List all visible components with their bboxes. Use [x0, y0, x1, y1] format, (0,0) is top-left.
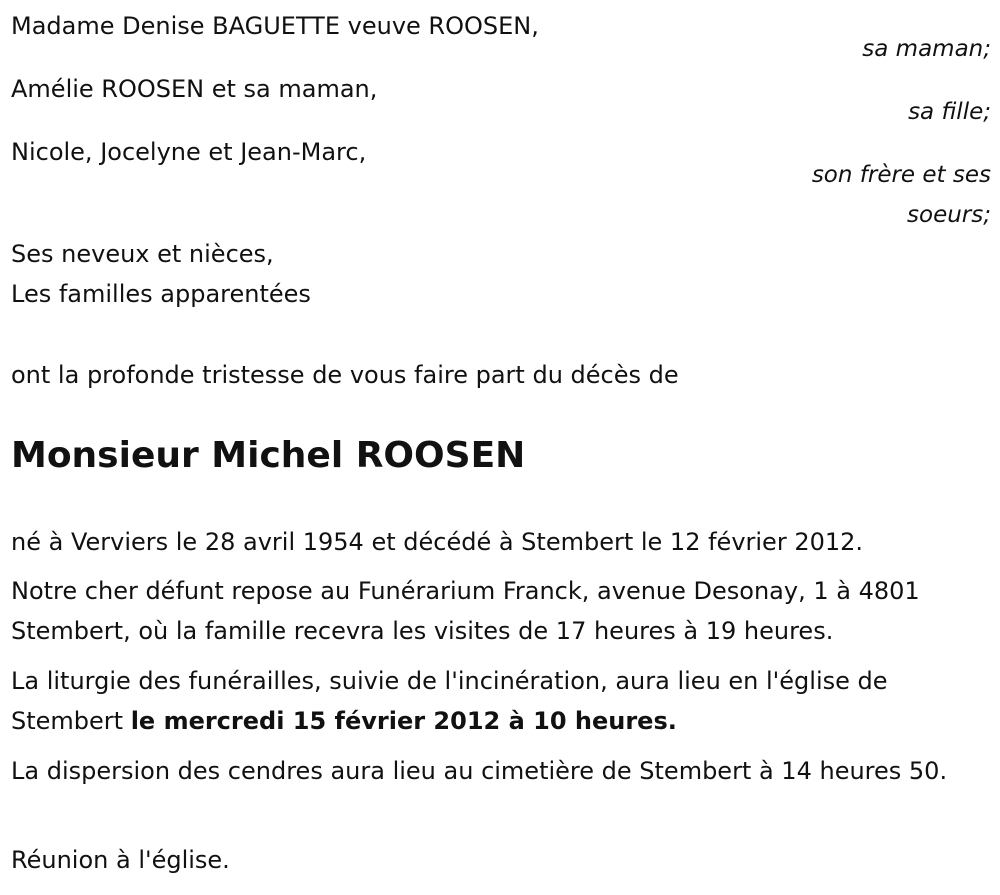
dispersion-text: La dispersion des cendres aura lieu au cimetière de Stembert à 14 heures 50. [11, 757, 948, 785]
liturgy-date: le mercredi 15 février 2012 à 10 heures. [130, 707, 677, 735]
birth-death-text: né à Verviers le 28 avril 1954 et décédé à Stembert le 12 février 2012. [11, 528, 864, 556]
reunion-text: Réunion à l'église. [11, 846, 230, 874]
family-member-name: Madame Denise BAGUETTE veuve ROOSEN, [11, 12, 539, 40]
liturgy-text [11, 661, 991, 741]
family-member-role: sa fille; [908, 99, 991, 125]
repose-text: Notre cher défunt repose au Funérarium Franck, avenue Desonay, 1 à 4801 Stembert, où la famille recevra les visites de 17 heures à 19 heures. [11, 577, 920, 645]
relatives-line: Ses neveux et nièces, [11, 240, 274, 268]
deceased-name: Monsieur Michel ROOSEN [11, 435, 526, 476]
liturgy-prefix: La liturgie des funérailles, suivie de l'incinération, aura lieu en l'église de Stembert [11, 667, 888, 735]
family-member-role: soeurs; [907, 202, 991, 228]
relatives-line: Les familles apparentées [11, 280, 311, 308]
family-member-role: son frère et ses [811, 162, 991, 188]
family-member-name: Amélie ROOSEN et sa maman, [11, 75, 378, 103]
family-member-name: Nicole, Jocelyne et Jean-Marc, [11, 138, 367, 166]
family-member-role: sa maman; [862, 36, 991, 62]
announcement-text: ont la profonde tristesse de vous faire part du décès de [11, 361, 679, 389]
obituary-notice [11, 0, 991, 895]
